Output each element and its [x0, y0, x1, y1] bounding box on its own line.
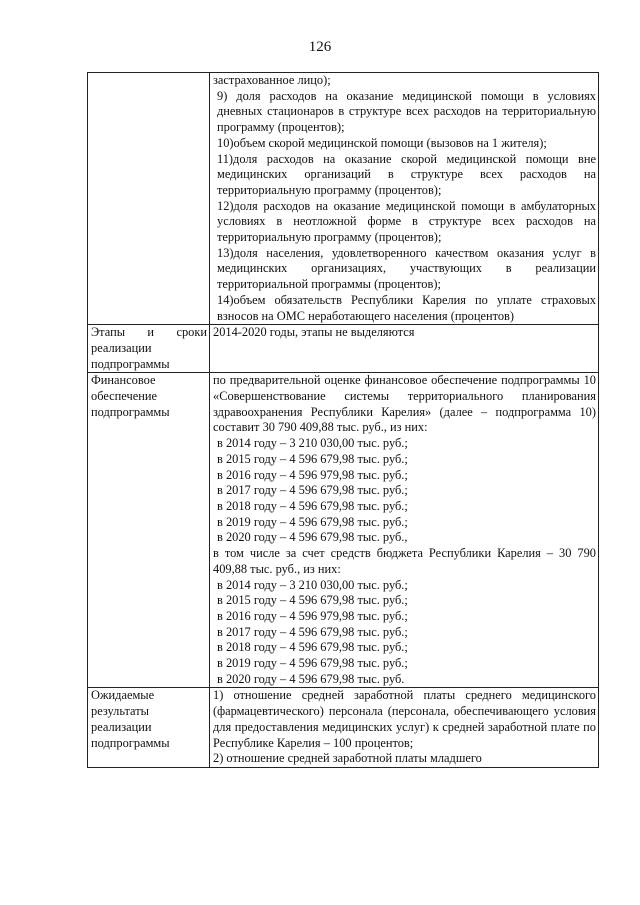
content-line: 2) отношение средней заработной платы младшего [213, 751, 482, 766]
content-line: в 2019 году – 4 596 679,98 тыс. руб.; [217, 656, 408, 671]
content-line: в 2016 году – 4 596 979,98 тыс. руб.; [217, 608, 408, 623]
content-line: 2014-2020 годы, этапы не выделяются [213, 325, 415, 340]
row-label: Этапы и сроки реализации подпрограммы [88, 325, 210, 373]
row-label [88, 73, 210, 325]
program-passport-table [87, 72, 599, 768]
page-number: 126 [308, 39, 332, 55]
row-label: Ожидаемые результаты реализации подпрограммы [88, 688, 210, 768]
row-content [210, 688, 599, 768]
table-row-financing [88, 373, 599, 688]
content-line: застрахованное лицо); [213, 73, 331, 87]
content-line: 10)объем скорой медицинской помощи (вызовов на 1 жителя); [217, 135, 547, 150]
row-content [210, 373, 599, 688]
content-line: в 2015 году – 4 596 679,98 тыс. руб.; [217, 451, 408, 466]
content-line: 13)доля населения, удовлетворенного качеством оказания услуг в медицинских организациях, участвующих в реализации территориальной программы (процентов); [217, 245, 596, 292]
content-line: в 2018 году – 4 596 679,98 тыс. руб.; [217, 498, 408, 513]
content-line: в 2014 году – 3 210 030,00 тыс. руб.; [217, 577, 408, 592]
content-line: в 2017 году – 4 596 679,98 тыс. руб.; [217, 483, 408, 498]
content-line: в 2017 году – 4 596 679,98 тыс. руб.; [217, 624, 408, 639]
content-line: 12)доля расходов на оказание медицинской помощи в амбулаторных условиях в неотложной форме в структуре всех расходов на территориальную программу (процентов); [217, 198, 596, 245]
row-label: Финансовое обеспечение подпрограммы [88, 373, 210, 688]
content-line: по предварительной оценке финансовое обеспечение подпрограммы 10 «Совершенствование системы территориального планирования здравоохранения Республики Карелия» (далее – подпрограмма 10) составит 30 790 409,88 тыс. руб., из них: [213, 373, 596, 435]
table-row-indicators [88, 73, 599, 325]
content-line: в 2016 году – 4 596 979,98 тыс. руб.; [217, 467, 408, 482]
content-line: 1) отношение средней заработной платы среднего медицинского (фармацевтического) персонала (персонала, обеспечивающего условия для предоставления медицинских услуг) к средней заработной плате по Республике Карелия – 100 процентов; [213, 688, 596, 750]
content-line: в 2018 году – 4 596 679,98 тыс. руб.; [217, 640, 408, 655]
row-content [210, 73, 599, 325]
table-row-stages [88, 325, 599, 373]
content-line: в 2014 году – 3 210 030,00 тыс. руб.; [217, 436, 408, 451]
content-line: в 2015 году – 4 596 679,98 тыс. руб.; [217, 593, 408, 608]
content-line: в 2019 году – 4 596 679,98 тыс. руб.; [217, 514, 408, 529]
content-line: 9) доля расходов на оказание медицинской помощи в условиях дневных стационаров в структуре всех расходов на территориальную программу (процентов); [217, 88, 596, 135]
content-line: в 2020 году – 4 596 679,98 тыс. руб., [217, 530, 408, 545]
content-line: в том числе за счет средств бюджета Республики Карелия – 30 790 409,88 тыс. руб., из них: [213, 546, 596, 576]
table-row-results [88, 688, 599, 768]
content-line: 11)доля расходов на оказание скорой медицинской помощи вне медицинских организаций в структуре всех расходов на территориальную программу (процентов); [217, 151, 596, 197]
content-line: 14)объем обязательств Республики Карелия по уплате страховых взносов на ОМС неработающего населения (процентов) [217, 292, 596, 323]
row-content [210, 325, 599, 373]
content-line: в 2020 году – 4 596 679,98 тыс. руб. [217, 671, 405, 686]
